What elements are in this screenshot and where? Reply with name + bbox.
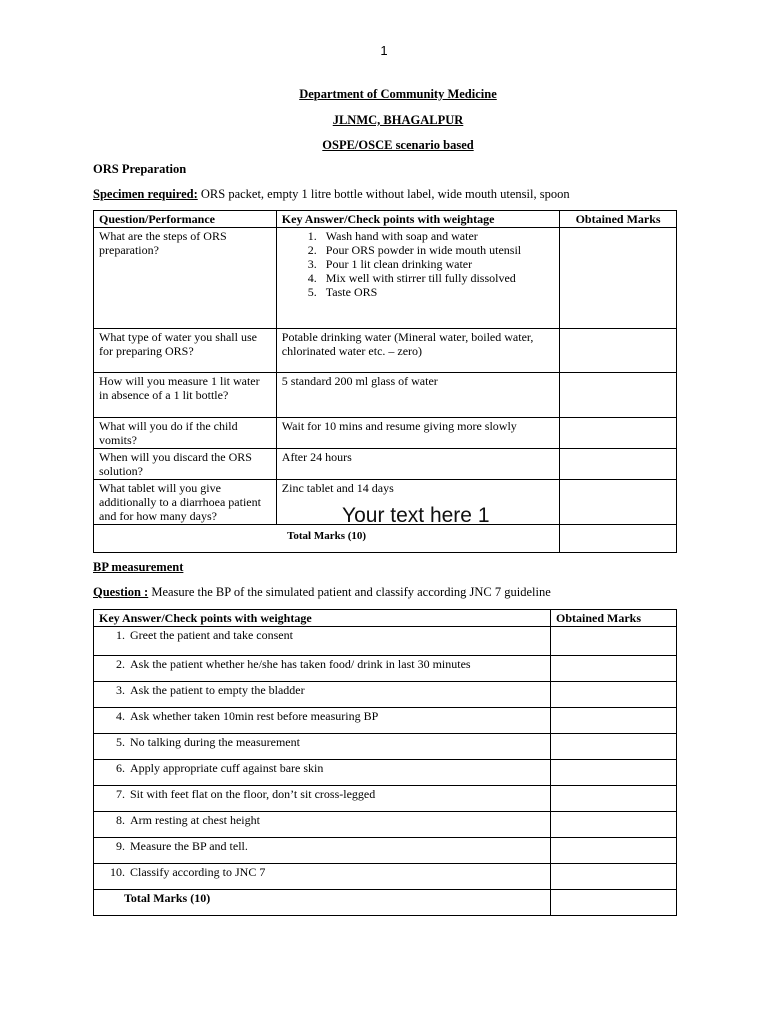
answer-cell: Zinc tablet and 14 days — [276, 480, 559, 525]
column-header-obtained-marks: Obtained Marks — [551, 610, 677, 627]
table-row — [94, 708, 677, 734]
table-row — [94, 812, 677, 838]
bp-question-line — [93, 585, 551, 600]
specimen-text: ORS packet, empty 1 litre bottle without label, wide mouth utensil, spoon — [197, 187, 570, 201]
bp-table — [93, 609, 677, 916]
question-cell: When will you discard the ORS solution? — [94, 449, 277, 480]
bp-section-heading: BP measurement — [93, 560, 184, 574]
question-cell: What are the steps of ORS preparation? — [94, 228, 277, 329]
checkpoint-text: Measure the BP and tell. — [130, 839, 248, 853]
marks-cell — [560, 228, 677, 329]
marks-cell — [560, 418, 677, 449]
answer-cell: Wait for 10 mins and resume giving more slowly — [276, 418, 559, 449]
item-number: 8. — [116, 813, 125, 827]
checkpoint-cell — [94, 708, 551, 734]
checkpoint-cell — [94, 656, 551, 682]
item-number: 7. — [116, 787, 125, 801]
question-label: Question : — [93, 585, 149, 599]
list-item: 4. Mix well with stirrer till fully dissolved — [320, 271, 554, 285]
marks-cell — [551, 838, 677, 864]
marks-cell — [560, 373, 677, 418]
table-row — [94, 760, 677, 786]
checkpoint-cell — [94, 734, 551, 760]
answer-cell: 5 standard 200 ml glass of water — [276, 373, 559, 418]
table-row — [94, 786, 677, 812]
item-number: 3. — [116, 683, 125, 697]
institution-heading: JLNMC, BHAGALPUR — [332, 113, 464, 127]
checkpoint-cell — [94, 838, 551, 864]
marks-cell — [560, 329, 677, 373]
scenario-heading: OSPE/OSCE scenario based — [322, 138, 474, 152]
checkpoint-cell — [94, 760, 551, 786]
marks-cell — [551, 682, 677, 708]
marks-cell — [551, 656, 677, 682]
item-number: 2. — [116, 657, 125, 671]
table-row — [94, 228, 677, 329]
checkpoint-text: Classify according to JNC 7 — [130, 865, 266, 879]
item-number: 4. — [116, 709, 125, 723]
marks-cell — [551, 786, 677, 812]
item-number: 6. — [116, 761, 125, 775]
checkpoint-cell — [94, 786, 551, 812]
table-row — [94, 656, 677, 682]
column-header-key-answer: Key Answer/Check points with weightage — [94, 610, 551, 627]
checkpoint-cell — [94, 812, 551, 838]
column-header-obtained-marks: Obtained Marks — [560, 211, 677, 228]
column-header-key-answer: Key Answer/Check points with weightage — [276, 211, 559, 228]
placeholder-text-overlay: Your text here 1 — [342, 504, 490, 527]
answer-cell: Potable drinking water (Mineral water, boiled water, chlorinated water etc. – zero) — [276, 329, 559, 373]
steps-list — [282, 229, 554, 299]
item-number: 10. — [110, 865, 125, 879]
item-number: 9. — [116, 839, 125, 853]
checkpoint-text: No talking during the measurement — [130, 735, 300, 749]
checkpoint-text: Greet the patient and take consent — [130, 628, 293, 642]
answer-cell — [276, 228, 559, 329]
marks-cell — [551, 708, 677, 734]
table-row — [94, 734, 677, 760]
ors-table — [93, 210, 677, 553]
table-row — [94, 418, 677, 449]
table-row — [94, 373, 677, 418]
checkpoint-cell — [94, 627, 551, 656]
item-number: 5. — [116, 735, 125, 749]
question-cell: How will you measure 1 lit water in absence of a 1 lit bottle? — [94, 373, 277, 418]
total-marks-label: Total Marks (10) — [94, 525, 560, 553]
specimen-line — [93, 187, 570, 202]
marks-cell — [551, 864, 677, 890]
item-number: 1. — [116, 628, 125, 642]
marks-cell — [551, 734, 677, 760]
department-heading: Department of Community Medicine — [299, 87, 497, 101]
ors-table-header — [94, 211, 677, 228]
table-row — [94, 627, 677, 656]
table-row — [94, 449, 677, 480]
total-row — [94, 890, 677, 916]
ors-section-heading: ORS Preparation — [93, 162, 187, 176]
checkpoint-cell — [94, 682, 551, 708]
marks-cell — [551, 627, 677, 656]
checkpoint-text: Apply appropriate cuff against bare skin — [130, 761, 324, 775]
specimen-label: Specimen required: — [93, 187, 198, 201]
marks-cell — [551, 760, 677, 786]
checkpoint-cell — [94, 864, 551, 890]
table-row — [94, 864, 677, 890]
table-row — [94, 682, 677, 708]
question-cell: What tablet will you give additionally to a diarrhoea patient and for how many days? — [94, 480, 277, 525]
question-text: Measure the BP of the simulated patient and classify according JNC 7 guideline — [148, 585, 551, 599]
checkpoint-text: Sit with feet flat on the floor, don’t sit cross-legged — [130, 787, 376, 801]
marks-cell — [560, 449, 677, 480]
question-cell: What type of water you shall use for preparing ORS? — [94, 329, 277, 373]
checkpoint-text: Arm resting at chest height — [130, 813, 260, 827]
bp-table-header — [94, 610, 677, 627]
table-row — [94, 838, 677, 864]
marks-cell — [560, 480, 677, 525]
page-number: 1 — [380, 43, 388, 58]
answer-cell: After 24 hours — [276, 449, 559, 480]
list-item: 1. Wash hand with soap and water — [320, 229, 554, 243]
marks-cell — [560, 525, 677, 553]
table-row — [94, 329, 677, 373]
total-row — [94, 525, 677, 553]
list-item: 2. Pour ORS powder in wide mouth utensil — [320, 243, 554, 257]
total-marks-label: Total Marks (10) — [94, 890, 551, 916]
checkpoint-text: Ask the patient to empty the bladder — [130, 683, 305, 697]
checkpoint-text: Ask the patient whether he/she has taken food/ drink in last 30 minutes — [130, 657, 471, 671]
question-cell: What will you do if the child vomits? — [94, 418, 277, 449]
checkpoint-text: Ask whether taken 10min rest before measuring BP — [130, 709, 379, 723]
column-header-question: Question/Performance — [94, 211, 277, 228]
marks-cell — [551, 812, 677, 838]
marks-cell — [551, 890, 677, 916]
list-item: 5. Taste ORS — [320, 285, 554, 299]
list-item: 3. Pour 1 lit clean drinking water — [320, 257, 554, 271]
